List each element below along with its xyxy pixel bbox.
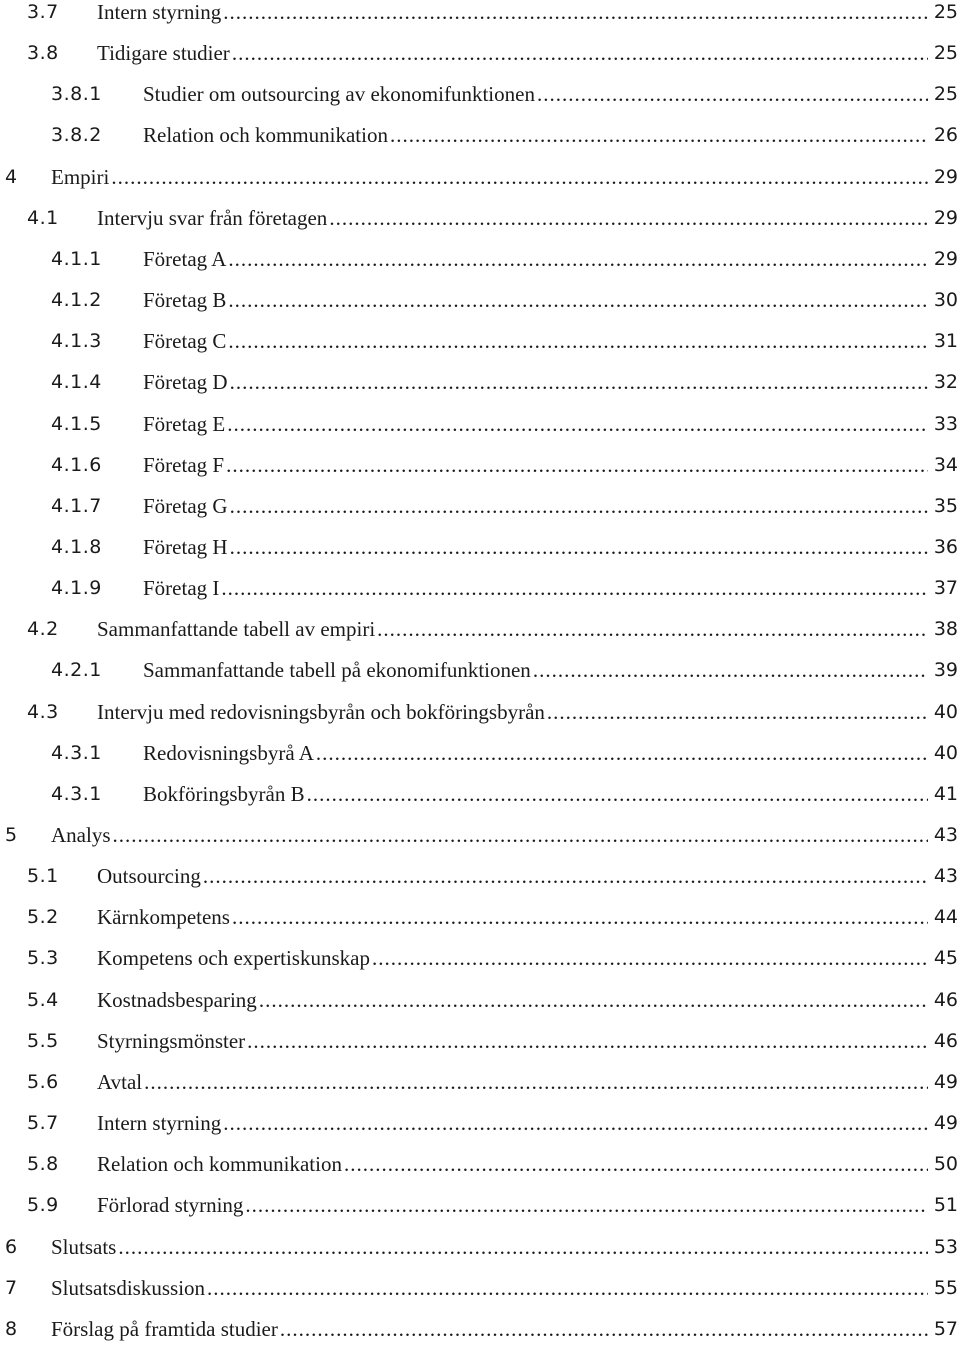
toc-entry-title: Bokföringsbyrån B [143, 781, 305, 806]
toc-entry[interactable] [0, 288, 960, 329]
toc-entry-page-number: 30 [933, 289, 958, 312]
dot-leader [118, 1235, 928, 1259]
toc-entry-page-number: 29 [933, 165, 958, 188]
toc-entry[interactable] [0, 741, 960, 782]
dot-leader [533, 658, 928, 682]
toc-entry-title-line [143, 576, 928, 600]
toc-entry-title: Slutsats [51, 1234, 117, 1259]
toc-entry[interactable] [0, 1317, 960, 1358]
toc-entry-title-line [51, 823, 928, 847]
toc-entry[interactable] [0, 946, 960, 987]
dot-leader [232, 41, 928, 65]
toc-entry-title: Empiri [51, 164, 110, 189]
toc-entry-page-number: 37 [933, 577, 958, 600]
toc-entry[interactable] [0, 617, 960, 658]
toc-entry-title-line [97, 617, 928, 641]
toc-entry-title-line [97, 1193, 928, 1217]
toc-entry-page-number: 33 [933, 412, 958, 435]
dot-leader [228, 247, 928, 271]
dot-leader [245, 1193, 928, 1217]
dot-leader [228, 288, 928, 312]
toc-entry-number: 5.6 [27, 1070, 59, 1093]
toc-entry[interactable] [0, 823, 960, 864]
dot-leader [223, 1111, 928, 1135]
toc-entry-title: Företag I [143, 576, 220, 601]
toc-entry-title: Sammanfattande tabell av empiri [97, 617, 376, 642]
toc-entry-number: 4.2 [27, 618, 59, 641]
toc-entry-number: 3.8.1 [51, 83, 102, 106]
dot-leader [228, 329, 928, 353]
toc-entry-page-number: 36 [933, 535, 958, 558]
toc-entry-page-number: 49 [933, 1070, 958, 1093]
toc-entry[interactable] [0, 658, 960, 699]
toc-entry-title: Företag C [143, 329, 227, 354]
dot-leader [232, 905, 928, 929]
dot-leader [329, 206, 928, 230]
toc-entry-page-number: 46 [933, 988, 958, 1011]
toc-entry-number: 3.8 [27, 42, 59, 65]
toc-entry-number: 5.4 [27, 988, 59, 1011]
toc-entry-title-line [97, 988, 928, 1012]
toc-entry-title-line [143, 247, 928, 271]
toc-entry-title: Företag D [143, 370, 228, 395]
toc-entry-title: Avtal [97, 1069, 143, 1094]
toc-entry-title-line [97, 41, 928, 65]
toc-entry[interactable] [0, 535, 960, 576]
toc-entry-title: Slutsatsdiskussion [51, 1275, 206, 1300]
toc-entry-number: 8 [5, 1317, 18, 1340]
dot-leader [113, 823, 929, 847]
toc-entry-page-number: 45 [933, 947, 958, 970]
toc-entry-page-number: 41 [933, 782, 958, 805]
dot-leader [316, 741, 928, 765]
toc-entry-title: Tidigare studier [97, 41, 230, 66]
toc-entry-number: 5.5 [27, 1029, 59, 1052]
dot-leader [344, 1152, 928, 1176]
toc-entry-title-line [97, 0, 928, 24]
toc-entry-page-number: 26 [933, 124, 958, 147]
toc-entry-number: 4.1.4 [51, 371, 102, 394]
toc-entry-title: Intervju med redovisningsbyrån och bokföringsbyrån [97, 699, 545, 724]
toc-entry-title-line [97, 946, 928, 970]
toc-entry-title-line [143, 658, 928, 682]
toc-entry[interactable] [0, 123, 960, 164]
toc-entry-page-number: 31 [933, 330, 958, 353]
toc-entry-number: 5 [5, 824, 18, 846]
toc-entry-title-line [97, 905, 928, 929]
dot-leader [377, 617, 928, 641]
toc-entry[interactable] [0, 864, 960, 905]
toc-entry-title-line [51, 1276, 928, 1300]
toc-entry[interactable] [0, 370, 960, 411]
toc-entry[interactable] [0, 494, 960, 535]
toc-entry-title: Styrningsmönster [97, 1028, 246, 1053]
toc-entry[interactable] [0, 782, 960, 823]
toc-entry-title-line [97, 1111, 928, 1135]
toc-entry-number: 4.1.3 [51, 330, 102, 353]
toc-entry-title-line [143, 782, 928, 806]
toc-entry-page-number: 29 [933, 206, 958, 229]
toc-entry-title-line [97, 864, 928, 888]
toc-entry-title: Analys [51, 823, 111, 847]
toc-entry[interactable] [0, 1070, 960, 1111]
toc-entry-number: 5.1 [27, 865, 59, 888]
toc-entry[interactable] [0, 329, 960, 370]
dot-leader [259, 988, 928, 1012]
toc-entry[interactable] [0, 700, 960, 741]
dot-leader [223, 0, 928, 24]
toc-entry-page-number: 50 [933, 1153, 958, 1176]
toc-entry-number: 4.1.6 [51, 453, 102, 476]
toc-entry-page-number: 39 [933, 659, 958, 682]
toc-entry-number: 4.3.1 [51, 741, 102, 764]
toc-entry-title: Kärnkompetens [97, 905, 230, 930]
toc-entry-page-number: 46 [933, 1029, 958, 1052]
toc-entry-title: Företag G [143, 493, 228, 518]
toc-entry-title: Företag A [143, 246, 227, 271]
toc-entry[interactable] [0, 1235, 960, 1276]
toc-entry-number: 4.3 [27, 700, 59, 723]
toc-entry-title: Intervju svar från företagen [97, 205, 328, 230]
toc-entry-number: 5.7 [27, 1112, 59, 1135]
toc-entry-title-line [143, 535, 928, 559]
toc-entry-title-line [97, 206, 928, 230]
toc-entry-number: 4.1.8 [51, 535, 102, 558]
toc-entry-title: Redovisningsbyrå A [143, 740, 314, 765]
toc-entry[interactable] [0, 988, 960, 1029]
dot-leader [207, 1276, 928, 1300]
toc-entry[interactable] [0, 247, 960, 288]
toc-entry-title: Outsourcing [97, 864, 201, 889]
toc-entry-title: Företag B [143, 288, 227, 313]
toc-entry[interactable] [0, 1111, 960, 1152]
toc-entry-number: 5.8 [27, 1153, 59, 1176]
dot-leader [307, 782, 928, 806]
dot-leader [230, 370, 928, 394]
toc-entry-page-number: 51 [933, 1194, 958, 1217]
toc-entry-title-line [143, 370, 928, 394]
toc-entry-title-line [143, 82, 928, 106]
toc-entry-title-line [143, 412, 928, 436]
toc-entry-title-line [51, 165, 928, 189]
dot-leader [280, 1317, 928, 1341]
toc-entry-page-number: 57 [933, 1317, 958, 1340]
toc-entry-number: 4.2.1 [51, 659, 102, 682]
toc-entry-number: 6 [5, 1235, 18, 1258]
toc-entry-number: 4.1 [27, 206, 59, 229]
dot-leader [537, 82, 928, 106]
toc-entry[interactable] [0, 1152, 960, 1193]
toc-entry-title: Kompetens och expertiskunskap [97, 946, 370, 971]
toc-entry-title-line [51, 1317, 928, 1341]
dot-leader [547, 700, 928, 724]
toc-entry-page-number: 35 [933, 494, 958, 517]
toc-entry-page-number: 44 [933, 906, 958, 929]
toc-entry-title: Intern styrning [97, 1111, 222, 1136]
toc-entry[interactable] [0, 905, 960, 946]
toc-entry-page-number: 40 [933, 741, 958, 764]
toc-entry-page-number: 43 [933, 824, 958, 846]
toc-entry[interactable] [0, 165, 960, 206]
toc-entry-page-number: 38 [933, 618, 958, 641]
dot-leader [230, 494, 928, 518]
toc-entry[interactable] [0, 412, 960, 453]
dot-leader [111, 165, 928, 189]
toc-entry-page-number: 43 [933, 865, 958, 888]
toc-entry-page-number: 29 [933, 247, 958, 270]
toc-entry-number: 4.1.5 [51, 412, 102, 435]
toc-entry-title: Företag F [143, 452, 225, 477]
dot-leader [203, 864, 928, 888]
toc-entry-number: 4.3.1 [51, 782, 102, 805]
toc-entry[interactable] [0, 0, 960, 41]
dot-leader [372, 946, 928, 970]
toc-entry-number: 7 [5, 1276, 18, 1299]
toc-entry-number: 4.1.7 [51, 494, 102, 517]
toc-entry-number: 5.2 [27, 906, 59, 929]
toc-entry-number: 4 [5, 165, 18, 188]
toc-entry-number: 3.8.2 [51, 124, 102, 147]
toc-entry-page-number: 25 [933, 42, 958, 65]
toc-entry-page-number: 53 [933, 1235, 958, 1258]
toc-entry[interactable] [0, 576, 960, 617]
toc-entry-title: Förlorad styrning [97, 1193, 244, 1218]
toc-entry-title: Relation och kommunikation [143, 123, 388, 148]
dot-leader [227, 412, 928, 436]
toc-entry-number: 4.1.2 [51, 289, 102, 312]
dot-leader [144, 1070, 928, 1094]
toc-entry-title: Företag E [143, 411, 226, 436]
toc-entry-page-number: 25 [933, 1, 958, 23]
toc-entry-title-line [143, 494, 928, 518]
toc-entry-page-number: 40 [933, 700, 958, 723]
toc-entry-title-line [97, 1070, 928, 1094]
toc-entry-page-number: 32 [933, 371, 958, 394]
toc-entry-page-number: 34 [933, 453, 958, 476]
toc-entry-title-line [97, 1152, 928, 1176]
toc-entry-page-number: 49 [933, 1112, 958, 1135]
toc-entry-number: 4.1.9 [51, 577, 102, 600]
dot-leader [221, 576, 928, 600]
toc-entry-title-line [143, 453, 928, 477]
toc-entry-number: 5.9 [27, 1194, 59, 1217]
dot-leader [247, 1029, 928, 1053]
toc-entry-title-line [97, 1029, 928, 1053]
toc-entry-title: Sammanfattande tabell på ekonomifunktionen [143, 658, 531, 683]
toc-entry-page-number: 55 [933, 1276, 958, 1299]
dot-leader [226, 453, 928, 477]
toc-entry[interactable] [0, 82, 960, 123]
toc-entry[interactable] [0, 453, 960, 494]
toc-entry-title: Kostnadsbesparing [97, 987, 257, 1012]
toc-entry-title: Förslag på framtida studier [51, 1316, 278, 1341]
toc-entry-number: 3.7 [27, 1, 59, 23]
toc-entry[interactable] [0, 1276, 960, 1317]
toc-entry-title-line [97, 700, 928, 724]
toc-entry-page-number: 25 [933, 83, 958, 106]
toc-entry-title: Företag H [143, 534, 228, 559]
toc-entry-title: Relation och kommunikation [97, 1152, 342, 1177]
toc-entry[interactable] [0, 1193, 960, 1234]
toc-entry[interactable] [0, 41, 960, 82]
toc-entry[interactable] [0, 206, 960, 247]
toc-entry-number: 4.1.1 [51, 247, 102, 270]
toc-entry-title-line [143, 123, 928, 147]
toc-entry-number: 5.3 [27, 947, 59, 970]
toc-entry-title-line [143, 329, 928, 353]
toc-entry-title-line [143, 288, 928, 312]
toc-entry-title-line [143, 741, 928, 765]
toc-entry[interactable] [0, 1029, 960, 1070]
dot-leader [390, 123, 928, 147]
toc-entry-title: Studier om outsourcing av ekonomifunktionen [143, 82, 535, 107]
toc-entry-title-line [51, 1235, 928, 1259]
toc-entry-title: Intern styrning [97, 0, 222, 24]
dot-leader [230, 535, 928, 559]
